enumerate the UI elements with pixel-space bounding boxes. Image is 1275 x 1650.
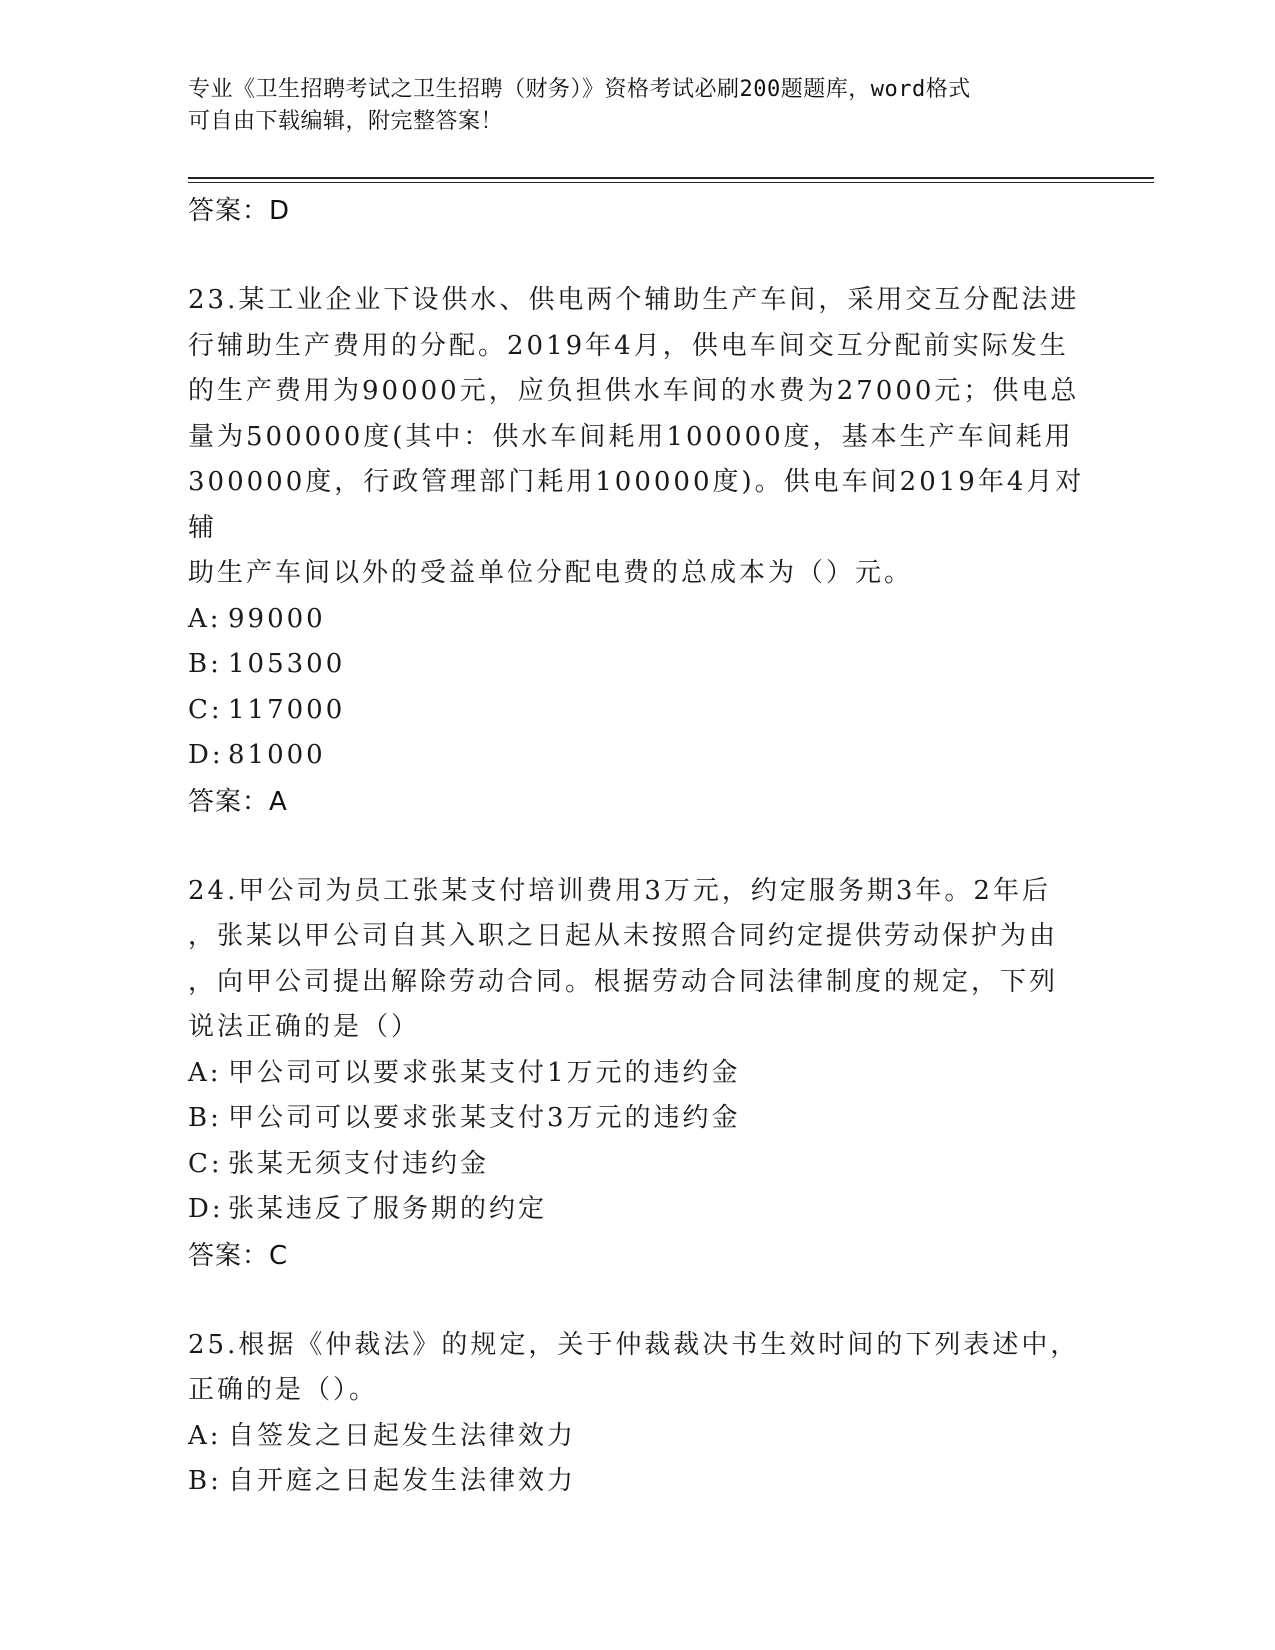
- option-text: 117000: [228, 694, 346, 725]
- question-stem-line: 24.甲公司为员工张某支付培训费用3万元，约定服务期3年。2年后: [188, 875, 1051, 906]
- header-divider: [188, 177, 1154, 183]
- option-b: [188, 1459, 1088, 1505]
- option-key: A:: [188, 603, 222, 634]
- question-stem-line: ，张某以甲公司自其入职之日起从未按照合同约定提供劳动保护为由: [188, 921, 1059, 951]
- option-text: 99000: [228, 603, 326, 634]
- option-key: B:: [188, 1466, 222, 1496]
- question-stem-line: 正确的是（）。: [188, 1375, 379, 1405]
- option-key: B:: [188, 1103, 222, 1133]
- option-a: [188, 1414, 1088, 1460]
- option-d: [188, 1187, 1088, 1233]
- option-text: 张某无须支付违约金: [228, 1148, 490, 1179]
- question-25: [188, 1323, 1088, 1505]
- question-24: [188, 869, 1088, 1279]
- header-title-line-2: 可自由下载编辑，附完整答案！: [188, 109, 504, 134]
- option-text: 甲公司可以要求张某支付3万元的违约金: [228, 1103, 741, 1133]
- option-key: B:: [188, 649, 222, 679]
- question-stem-line: 的生产费用为90000元，应负担供水车间的水费为27000元；供电总: [188, 376, 1080, 406]
- option-text: 81000: [228, 740, 326, 770]
- answer-line: 答案：D: [188, 196, 291, 226]
- question-stem-line: 23.某工业企业下设供水、供电两个辅助生产车间，采用交互分配法进: [188, 285, 1080, 315]
- question-23: [188, 278, 1088, 825]
- question-stem-line: 300000度，行政管理部门耗用100000度)。供电车间2019年4月对辅: [188, 467, 1085, 543]
- option-text: 自签发之日起发生法律效力: [228, 1420, 577, 1451]
- option-a: [188, 597, 1088, 643]
- answer-line: 答案：C: [188, 1240, 289, 1271]
- option-d: [188, 733, 1088, 779]
- question-stem-line: 25.根据《仲裁法》的规定，关于仲裁裁决书生效时间的下列表述中，: [188, 1329, 1080, 1360]
- question-stem-line: 行辅助生产费用的分配。2019年4月，供电车间交互分配前实际发生: [188, 330, 1069, 361]
- option-key: A:: [188, 1057, 222, 1088]
- option-key: C:: [188, 1148, 223, 1179]
- option-key: C:: [188, 694, 223, 725]
- question-stem-line: ，向甲公司提出解除劳动合同。根据劳动合同法律制度的规定，下列: [188, 966, 1059, 997]
- option-text: 张某违反了服务期的约定: [228, 1194, 548, 1224]
- question-stem-line: 说法正确的是（）: [188, 1012, 421, 1042]
- document-header: [188, 74, 1068, 138]
- question-stem-line: 量为500000度(其中：供水车间耗用100000度，基本生产车间耗用: [188, 421, 1074, 452]
- option-text: 105300: [228, 649, 346, 679]
- option-key: D:: [188, 1194, 224, 1224]
- answer-line: 答案：A: [188, 786, 288, 817]
- option-text: 自开庭之日起发生法律效力: [228, 1466, 577, 1496]
- option-c: [188, 1142, 1088, 1188]
- document-body: [188, 188, 1088, 1505]
- option-c: [188, 688, 1088, 734]
- option-key: D:: [188, 740, 224, 770]
- option-b: [188, 1096, 1088, 1142]
- question-stem-line: 助生产车间以外的受益单位分配电费的总成本为（）元。: [188, 558, 914, 588]
- option-text: 甲公司可以要求张某支付1万元的违约金: [228, 1057, 741, 1088]
- option-a: [188, 1051, 1088, 1097]
- option-b: [188, 642, 1088, 688]
- option-key: A:: [188, 1420, 222, 1451]
- header-title-line-1: 专业《卫生招聘考试之卫生招聘（财务）》资格考试必刷200题题库，word格式: [188, 77, 971, 102]
